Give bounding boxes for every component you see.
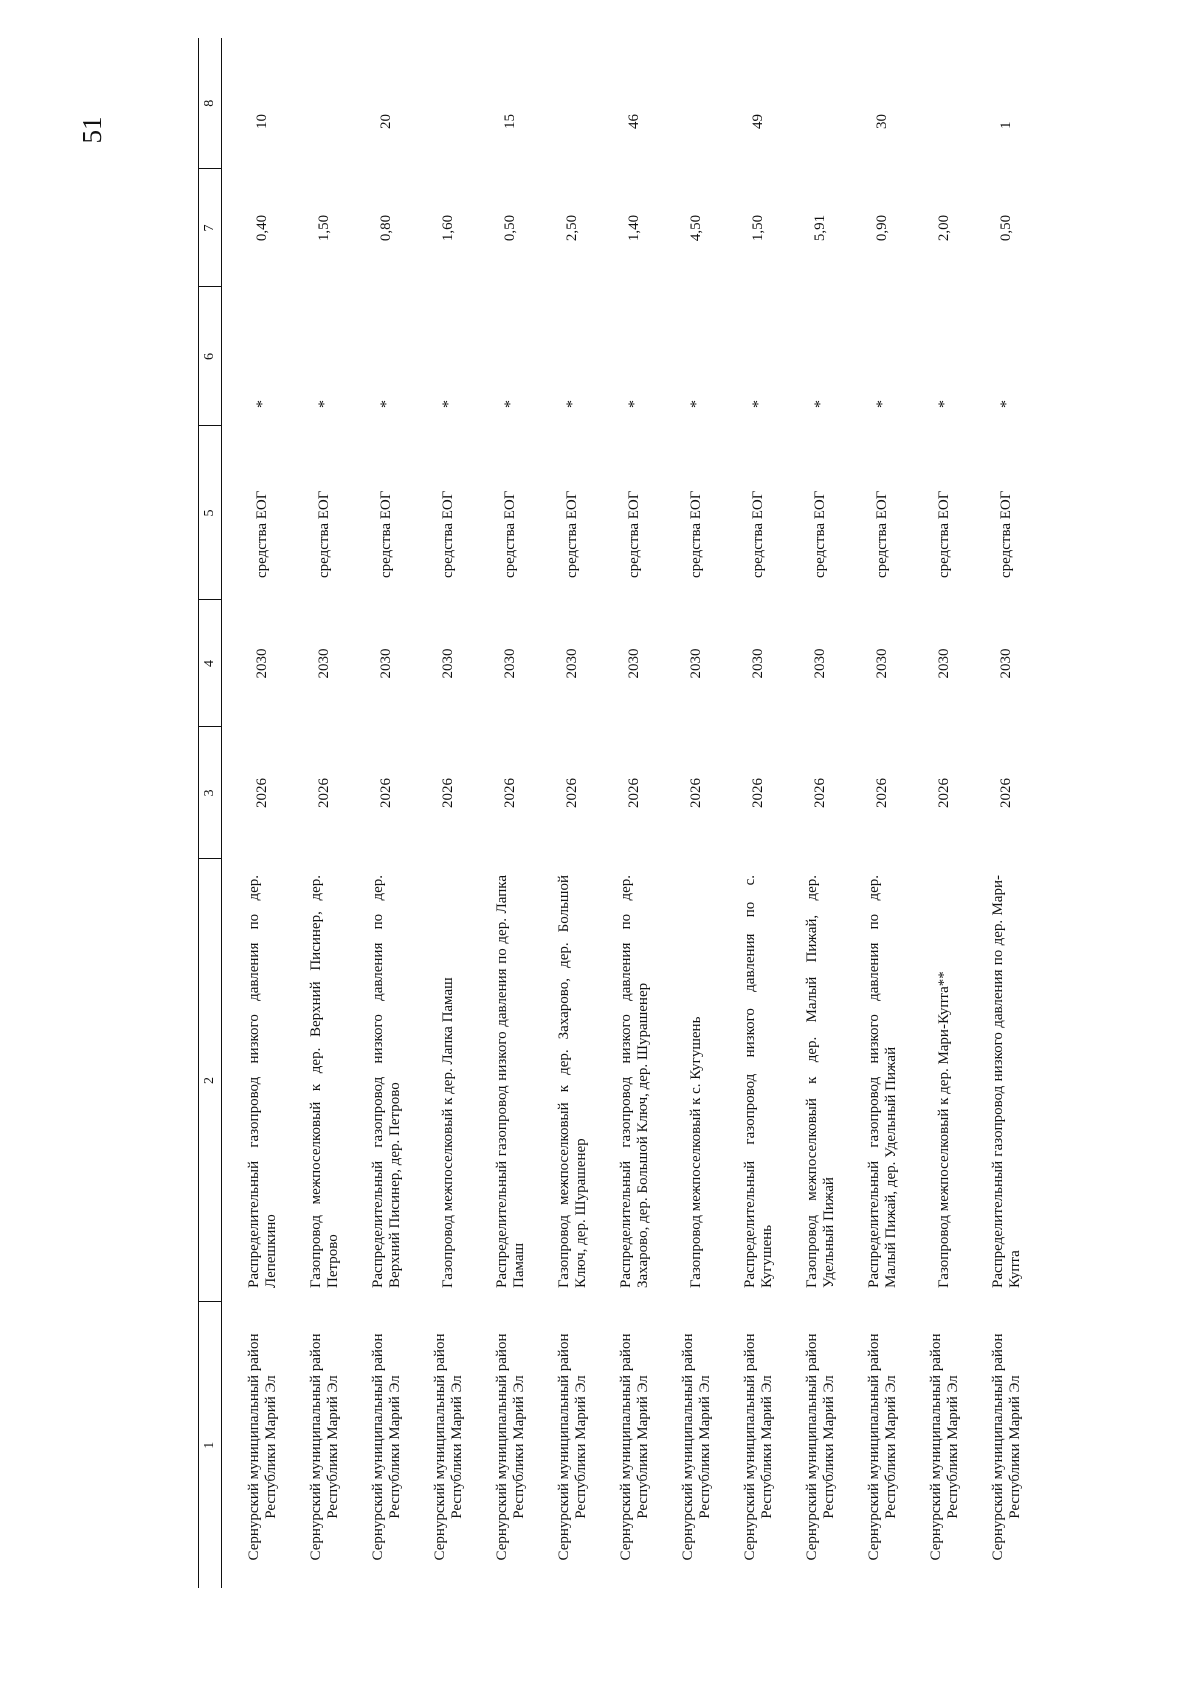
funding-source-cell: средства ЕОГ (502, 490, 519, 578)
funding-source-cell: средства ЕОГ (874, 490, 891, 578)
count-cell: 46 (626, 114, 643, 129)
table-row (666, 38, 728, 1588)
table-row (542, 38, 604, 1588)
description-cell: Распределительный газопровод низкого давления по дер. Лапка Памаш (493, 875, 527, 1288)
district-cell: Сернурский муниципальный район Республики Марий Эл (431, 1333, 465, 1561)
flag-cell: * (625, 400, 643, 408)
header-col-2: 2 (199, 859, 222, 1302)
description-cell: Распределительный газопровод низкого давления по дер. Мари-Купта (989, 875, 1023, 1288)
header-col-6: 6 (199, 287, 222, 426)
end-year-cell: 2030 (440, 648, 457, 679)
length-cell: 5,91 (812, 214, 829, 242)
start-year-cell: 2026 (378, 778, 395, 808)
end-year-cell: 2030 (750, 648, 767, 679)
length-cell: 1,50 (750, 214, 767, 242)
table-row (914, 38, 976, 1588)
funding-source-cell: средства ЕОГ (378, 490, 395, 578)
table-row (222, 38, 295, 1588)
table-row (728, 38, 790, 1588)
description-cell: Распределительный газопровод низкого давления по дер. Верхний Писинер, дер. Петрово (369, 875, 403, 1288)
count-cell: 10 (254, 114, 271, 129)
description-cell: Газопровод межпоселковый к дер. Малый Пижай, дер. Удельный Пижай (803, 875, 837, 1288)
start-year-cell: 2026 (626, 778, 643, 808)
count-cell (790, 38, 852, 169)
start-year-cell: 2026 (936, 778, 953, 808)
funding-source-cell: средства ЕОГ (564, 490, 581, 578)
header-col-3: 3 (199, 727, 222, 859)
table-row (604, 38, 666, 1588)
start-year-cell: 2026 (440, 778, 457, 808)
start-year-cell: 2026 (688, 778, 705, 808)
district-cell: Сернурский муниципальный район Республики Марий Эл (741, 1333, 775, 1561)
district-cell: Сернурский муниципальный район Республики Марий Эл (555, 1333, 589, 1561)
start-year-cell: 2026 (874, 778, 891, 808)
count-cell: 30 (874, 114, 891, 129)
table-row (294, 38, 356, 1588)
flag-cell: * (501, 400, 519, 408)
district-cell: Сернурский муниципальный район Республики Марий Эл (307, 1333, 341, 1561)
district-cell: Сернурский муниципальный район Республики Марий Эл (927, 1333, 961, 1561)
funding-source-cell: средства ЕОГ (998, 490, 1015, 578)
district-cell: Сернурский муниципальный район Республики Марий Эл (679, 1333, 713, 1561)
description-cell: Распределительный газопровод низкого давления по дер. Малый Пижай, дер. Удельный Пижай (865, 875, 899, 1288)
length-cell: 1,50 (316, 214, 333, 242)
gas-pipeline-table (198, 38, 1038, 1588)
flag-cell: * (873, 400, 891, 408)
description-cell: Газопровод межпоселковый к дер. Захарово, дер. Большой Ключ, дер. Шурашенер (555, 875, 589, 1288)
flag-cell: * (749, 400, 767, 408)
funding-source-cell: средства ЕОГ (936, 490, 953, 578)
description-cell: Газопровод межпоселковый к дер. Верхний Писинер, дер. Петрово (307, 875, 341, 1288)
end-year-cell: 2030 (254, 648, 271, 679)
flag-cell: * (935, 400, 953, 408)
end-year-cell: 2030 (316, 648, 333, 679)
funding-source-cell: средства ЕОГ (316, 490, 333, 578)
funding-source-cell: средства ЕОГ (750, 490, 767, 578)
table-row (356, 38, 418, 1588)
length-cell: 0,50 (998, 214, 1015, 242)
length-cell: 4,50 (688, 214, 705, 242)
length-cell: 2,50 (564, 214, 581, 242)
flag-cell: * (315, 400, 333, 408)
length-cell: 1,40 (626, 214, 643, 242)
funding-source-cell: средства ЕОГ (440, 490, 457, 578)
start-year-cell: 2026 (502, 778, 519, 808)
start-year-cell: 2026 (254, 778, 271, 808)
count-cell: 20 (378, 114, 395, 129)
length-cell: 0,40 (254, 214, 271, 242)
flag-cell: * (377, 400, 395, 408)
count-cell (914, 38, 976, 169)
header-col-5: 5 (199, 426, 222, 600)
funding-source-cell: средства ЕОГ (254, 490, 271, 578)
table-row (480, 38, 542, 1588)
description-cell: Газопровод межпоселковый к с. Кугушень (688, 1016, 705, 1288)
length-cell: 0,50 (502, 214, 519, 242)
count-cell (542, 38, 604, 169)
description-cell: Распределительный газопровод низкого давления по дер. Лепешкино (245, 875, 279, 1288)
end-year-cell: 2030 (812, 648, 829, 679)
length-cell: 1,60 (440, 214, 457, 242)
end-year-cell: 2030 (874, 648, 891, 679)
count-cell: 1 (998, 121, 1015, 129)
description-cell: Распределительный газопровод низкого давления по дер. Захарово, дер. Большой Ключ, дер. Шурашенер (617, 875, 651, 1288)
rotated-table-container (198, 38, 1023, 1588)
end-year-cell: 2030 (378, 648, 395, 679)
header-col-7: 7 (199, 169, 222, 287)
page-number: 51 (77, 116, 107, 144)
flag-cell: * (997, 400, 1015, 408)
count-cell (666, 38, 728, 169)
start-year-cell: 2026 (812, 778, 829, 808)
end-year-cell: 2030 (502, 648, 519, 679)
table-body (222, 38, 1039, 1588)
district-cell: Сернурский муниципальный район Республики Марий Эл (245, 1333, 279, 1561)
length-cell: 2,00 (936, 214, 953, 242)
description-cell: Газопровод межпоселковый к дер. Мари-Купта** (936, 971, 953, 1288)
header-col-4: 4 (199, 600, 222, 727)
end-year-cell: 2030 (936, 648, 953, 679)
table-header (199, 38, 222, 1588)
district-cell: Сернурский муниципальный район Республики Марий Эл (803, 1333, 837, 1561)
description-cell: Газопровод межпоселковый к дер. Лапка Памаш (440, 977, 457, 1288)
funding-source-cell: средства ЕОГ (626, 490, 643, 578)
table-row (790, 38, 852, 1588)
start-year-cell: 2026 (750, 778, 767, 808)
district-cell: Сернурский муниципальный район Республики Марий Эл (865, 1333, 899, 1561)
start-year-cell: 2026 (564, 778, 581, 808)
district-cell: Сернурский муниципальный район Республики Марий Эл (369, 1333, 403, 1561)
header-col-1: 1 (199, 1302, 222, 1588)
header-col-8: 8 (199, 38, 222, 169)
start-year-cell: 2026 (316, 778, 333, 808)
flag-cell: * (563, 400, 581, 408)
start-year-cell: 2026 (998, 778, 1015, 808)
funding-source-cell: средства ЕОГ (812, 490, 829, 578)
table-row (418, 38, 480, 1588)
end-year-cell: 2030 (688, 648, 705, 679)
end-year-cell: 2030 (626, 648, 643, 679)
district-cell: Сернурский муниципальный район Республики Марий Эл (493, 1333, 527, 1561)
length-cell: 0,80 (378, 214, 395, 242)
table-row (852, 38, 914, 1588)
count-cell (418, 38, 480, 169)
count-cell: 49 (750, 114, 767, 129)
end-year-cell: 2030 (564, 648, 581, 679)
district-cell: Сернурский муниципальный район Республики Марий Эл (617, 1333, 651, 1561)
flag-cell: * (687, 400, 705, 408)
flag-cell: * (253, 400, 271, 408)
table-row (976, 38, 1038, 1588)
end-year-cell: 2030 (998, 648, 1015, 679)
count-cell (294, 38, 356, 169)
district-cell: Сернурский муниципальный район Республики Марий Эл (989, 1333, 1023, 1561)
flag-cell: * (811, 400, 829, 408)
count-cell: 15 (502, 114, 519, 129)
description-cell: Распределительный газопровод низкого давления по с. Кугушень (741, 875, 775, 1288)
length-cell: 0,90 (874, 214, 891, 242)
funding-source-cell: средства ЕОГ (688, 490, 705, 578)
flag-cell: * (439, 400, 457, 408)
